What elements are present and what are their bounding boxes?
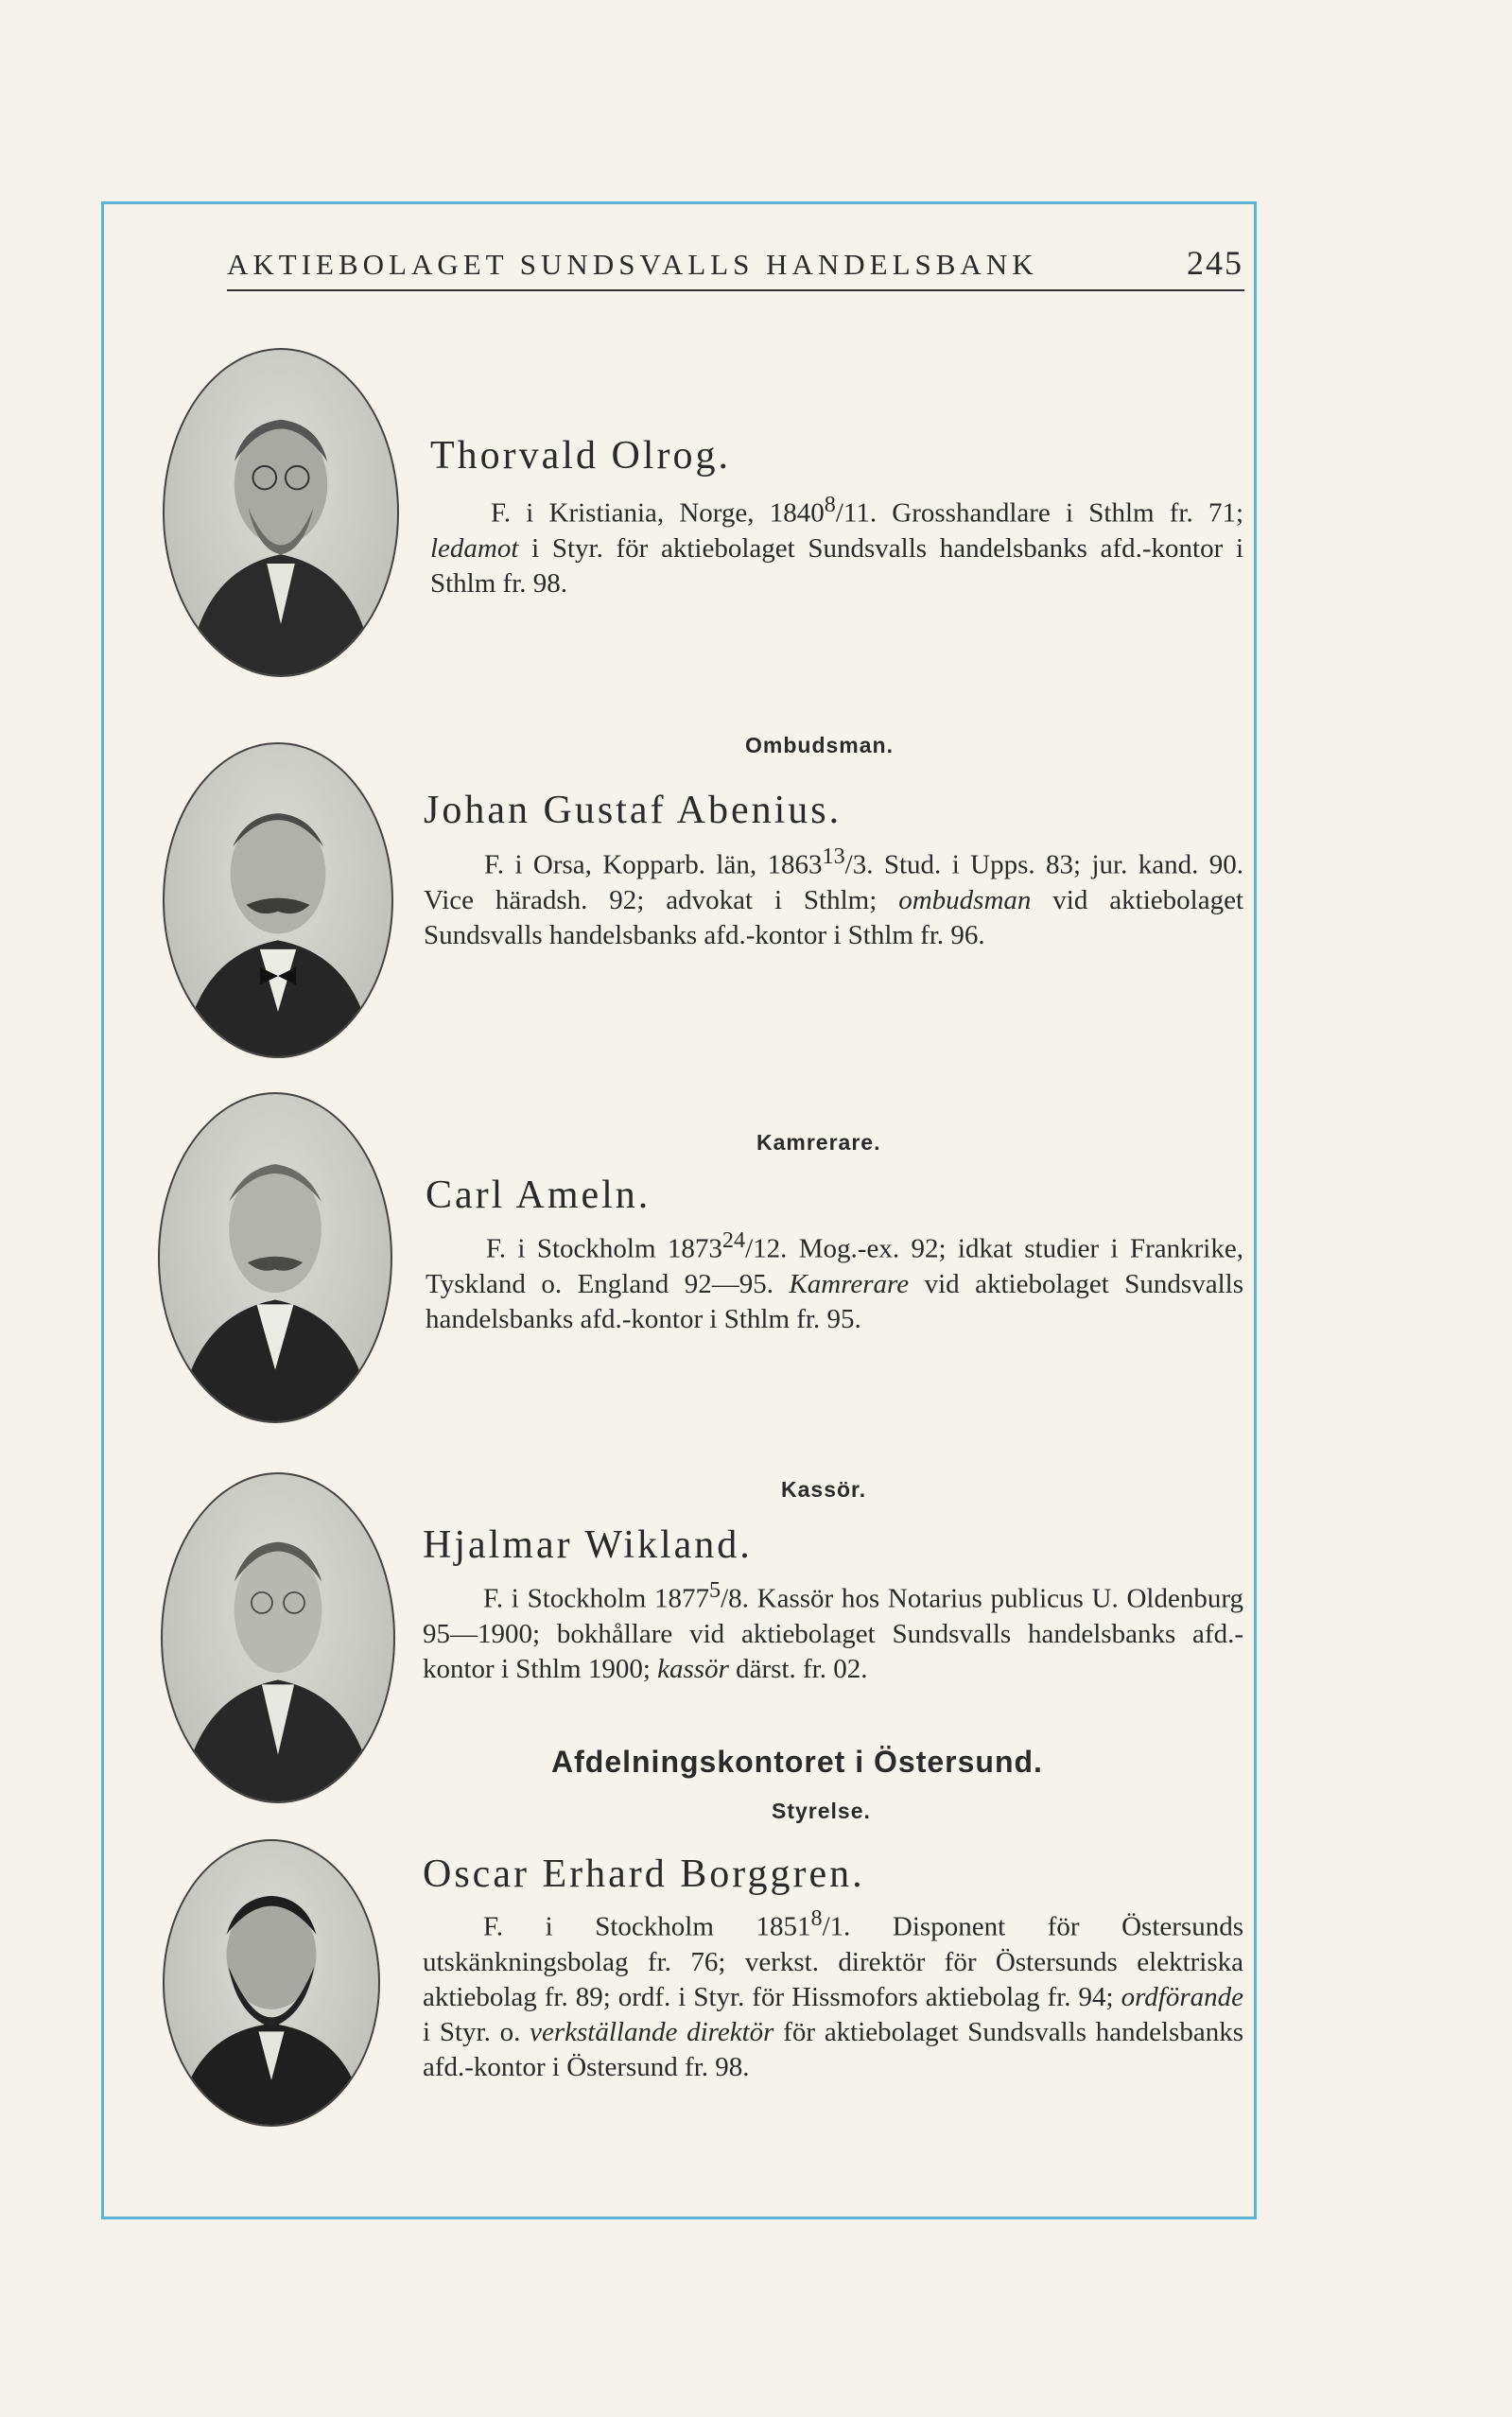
portrait-borggren-photo — [163, 1839, 380, 2127]
entry-5-name: Oscar Erhard Borggren. — [423, 1852, 865, 1896]
entry-2-role: Ombudsman. — [745, 733, 894, 757]
entry-5-bio: F. i Stockholm 1851$^8$/1. Disponent för Östersunds utskänkningsbolag fr. 76; verkst. direktör för Östersunds elektriska aktiebolag fr. 89; ordf. i Styr. för Hissmofors aktiebolag fr. 94; ordförande i Styr. o. verkställande direktör för aktiebolaget Sundsvalls handelsbanks afd.-kontor i Östersund fr. 98. — [423, 1905, 1243, 2082]
entry-3-role: Kamrerare. — [756, 1130, 881, 1155]
entry-4-name: Hjalmar Wikland. — [423, 1523, 753, 1567]
page-number: 245 — [1187, 244, 1243, 282]
section-heading: Afdelningskontoret i Östersund. — [551, 1745, 1043, 1779]
entry-2-bio: F. i Orsa, Kopparb. län, 1863$^{13}$/3. Stud. i Upps. 83; jur. kand. 90. Vice häradsh. 92; advokat i Sthlm; ombudsman vid aktiebolaget Sundsvalls handelsbanks afd.-kontor i Sthlm fr. 96. — [424, 843, 1243, 950]
entry-1-bio: F. i Kristiania, Norge, 1840$^8$/11. Grosshandlare i Sthlm fr. 71; ledamot i Styr. för aktiebolaget Sundsvalls handelsbanks afd.-kontor i Sthlm fr. 98. — [430, 492, 1243, 599]
portrait-ameln-photo — [158, 1092, 392, 1423]
entry-3-name: Carl Ameln. — [426, 1174, 652, 1217]
portrait-wikland-photo — [161, 1472, 395, 1803]
entry-2-name: Johan Gustaf Abenius. — [424, 789, 843, 832]
running-head — [227, 244, 1243, 284]
entry-4-role: Kassör. — [781, 1477, 867, 1502]
portrait-abenius-photo — [163, 742, 393, 1058]
entry-5-role: Styrelse. — [772, 1799, 871, 1823]
portrait-olrog-photo — [163, 348, 399, 677]
entry-3-bio: F. i Stockholm 1873$^{24}$/12. Mog.-ex. 92; idkat studier i Frankrike, Tyskland o. England 92—95. Kamrerare vid aktiebolaget Sundsvalls handelsbanks afd.-kontor i Sthlm fr. 95. — [426, 1227, 1243, 1334]
entry-1-name: Thorvald Olrog. — [430, 434, 731, 478]
header-rule — [227, 289, 1244, 291]
running-head-title: AKTIEBOLAGET SUNDSVALLS HANDELSBANK — [227, 248, 1038, 281]
entry-4-bio: F. i Stockholm 1877$^5$/8. Kassör hos Notarius publicus U. Oldenburg 95—1900; bokhållare vid aktiebolaget Sundsvalls handelsbanks afd.-kontor i Sthlm 1900; kassör därst. fr. 02. — [423, 1577, 1243, 1684]
